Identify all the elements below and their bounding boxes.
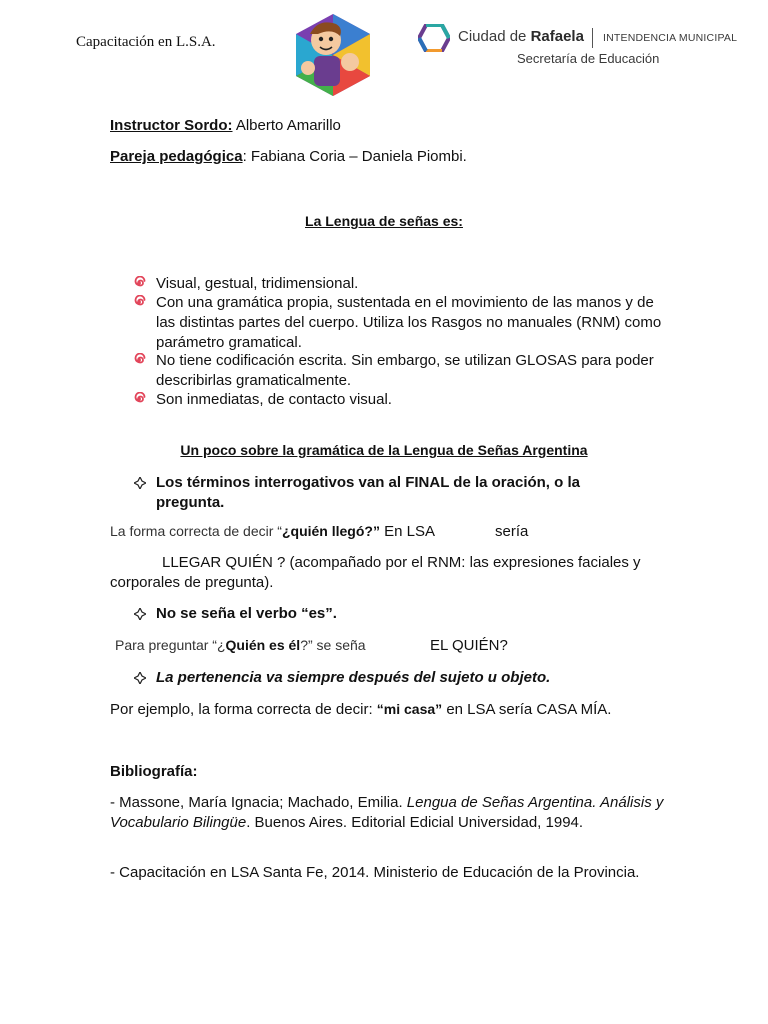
- grammar-rule-1: Los términos interrogativos van al FINAL de la oración, o la pregunta.: [156, 474, 580, 511]
- secretaria-label: Secretaría de Educación: [517, 51, 660, 66]
- grammar-rule-3: La pertenencia va siempre después del sujeto u objeto.: [156, 669, 551, 686]
- pareja-label: Pareja pedagógica: [110, 148, 243, 165]
- spiral-bullet-icon: [132, 392, 146, 406]
- example-3-line: Por ejemplo, la forma correcta de decir: “mi casa” en LSA sería CASA MÍA.: [110, 701, 612, 718]
- grammar-rule-2: No se seña el verbo “es”.: [156, 605, 337, 622]
- diamond-bullet-icon: [134, 608, 146, 620]
- bullet-item: Con una gramática propia, sustentada en el movimiento de las manos y de las distintas partes del cuerpo. Utiliza los Rasgos no manuales (RNM) como parámetro gramatical.: [156, 294, 662, 351]
- instructor-name: Alberto Amarillo: [232, 117, 341, 134]
- header-divider: [592, 28, 593, 48]
- bibliography-heading: Bibliografía:: [110, 763, 198, 780]
- example-2-line: Para preguntar “¿Quién es él?” se seña: [115, 637, 366, 653]
- instructor-line: [110, 117, 341, 134]
- ciudad-de-rafaela-logo-icon: [418, 24, 450, 52]
- bullet-item: Son inmediatas, de contacto visual.: [156, 391, 392, 408]
- example-1-line: La forma correcta de decir “¿quién llegó?” En LSA: [110, 523, 436, 540]
- section2-heading: Un poco sobre la gramática de la Lengua de Señas Argentina: [180, 442, 588, 458]
- diamond-bullet-icon: [134, 477, 146, 489]
- bibliography-entry: - Capacitación en LSA Santa Fe, 2014. Ministerio de Educación de la Provincia.: [110, 864, 640, 881]
- section1-heading: La Lengua de señas es:: [305, 213, 463, 229]
- spiral-bullet-icon: [132, 276, 146, 290]
- example-1-seria: sería: [495, 523, 529, 540]
- pareja-line: [110, 148, 467, 165]
- diamond-bullet-icon: [134, 672, 146, 684]
- bullet-item: Visual, gestual, tridimensional.: [156, 275, 359, 292]
- bullet-item: No tiene codificación escrita. Sin embargo, se utilizan GLOSAS para poder describirlas gramaticalmente.: [156, 352, 654, 389]
- bibliography-entry: - Massone, María Ignacia; Machado, Emilia. Lengua de Señas Argentina. Análisis y Vocabulario Bilingüe. Buenos Aires. Editorial Edicial Universidad, 1994.: [110, 794, 664, 831]
- instructor-label: Instructor Sordo:: [110, 117, 233, 134]
- example-1-answer: LLEGAR QUIÉN ? (acompañado por el RNM: las expresiones faciales y corporales de pregunta).: [110, 554, 641, 591]
- spiral-bullet-icon: [132, 295, 146, 309]
- city-name: Ciudad de Rafaela: [458, 28, 584, 45]
- cartoon-character-logo: [288, 10, 378, 100]
- example-2-answer: EL QUIÉN?: [430, 637, 508, 654]
- intendencia-label: INTENDENCIA MUNICIPAL: [603, 32, 738, 44]
- spiral-bullet-icon: [132, 353, 146, 367]
- header-title: Capacitación en L.S.A.: [76, 34, 216, 50]
- pareja-names: : Fabiana Coria – Daniela Piombi.: [242, 148, 467, 165]
